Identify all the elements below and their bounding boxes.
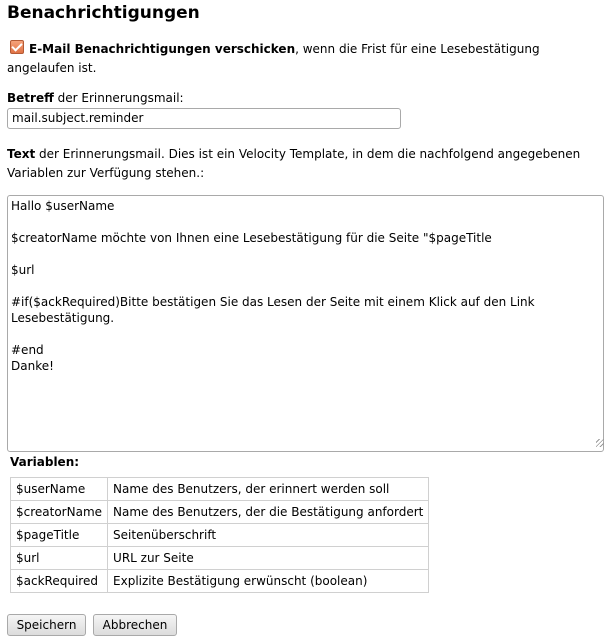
notify-label-bold: E-Mail Benachrichtigungen verschicken <box>29 42 296 56</box>
page-title: Benachrichtigungen <box>7 3 200 23</box>
table-row <box>11 547 429 570</box>
cancel-button[interactable]: Abbrechen <box>93 614 177 636</box>
text-label <box>7 145 607 183</box>
table-row <box>11 570 429 593</box>
subject-label-rest: der Erinnerungsmail: <box>53 91 184 105</box>
variable-name: $creatorName <box>11 501 108 524</box>
text-label-bold: Text <box>7 147 36 161</box>
template-textarea[interactable]: Hallo $userName $creatorName möchte von Ihnen eine Lesebestätigung für die Seite "$pageTitle $url #if($ackRequired)Bitte bestätigen Sie das Lesen der Seite mit einem Klick auf den Link Lesebestätigung. #end Danke! <box>7 195 604 452</box>
variable-description: Seitenüberschrift <box>108 524 429 547</box>
variable-name: $pageTitle <box>11 524 108 547</box>
table-row <box>11 478 429 501</box>
variables-table <box>10 477 429 593</box>
variable-description: Name des Benutzers, der die Bestätigung anfordert <box>108 501 429 524</box>
text-label-rest: der Erinnerungsmail. Dies ist ein Velocity Template, in dem die nachfolgend angegebenen Variablen zur Verfügung stehen.: <box>7 147 581 180</box>
variable-description: Name des Benutzers, der erinnert werden soll <box>108 478 429 501</box>
subject-label-bold: Betreff <box>7 91 54 105</box>
notify-option <box>7 40 607 78</box>
table-row <box>11 501 429 524</box>
notify-label-rest: , wenn die Frist für eine Lesebestätigung angelaufen ist. <box>7 42 540 75</box>
save-button[interactable]: Speichern <box>7 614 86 636</box>
notify-checkbox[interactable] <box>10 40 24 54</box>
resize-grip-icon[interactable] <box>596 439 604 447</box>
variable-name: $url <box>11 547 108 570</box>
variable-name: $userName <box>11 478 108 501</box>
variables-label: Variablen: <box>10 455 80 469</box>
variable-name: $ackRequired <box>11 570 108 593</box>
variable-description: URL zur Seite <box>108 547 429 570</box>
subject-input[interactable] <box>7 108 401 129</box>
subject-label <box>7 91 184 105</box>
table-row <box>11 524 429 547</box>
variable-description: Explizite Bestätigung erwünscht (boolean) <box>108 570 429 593</box>
